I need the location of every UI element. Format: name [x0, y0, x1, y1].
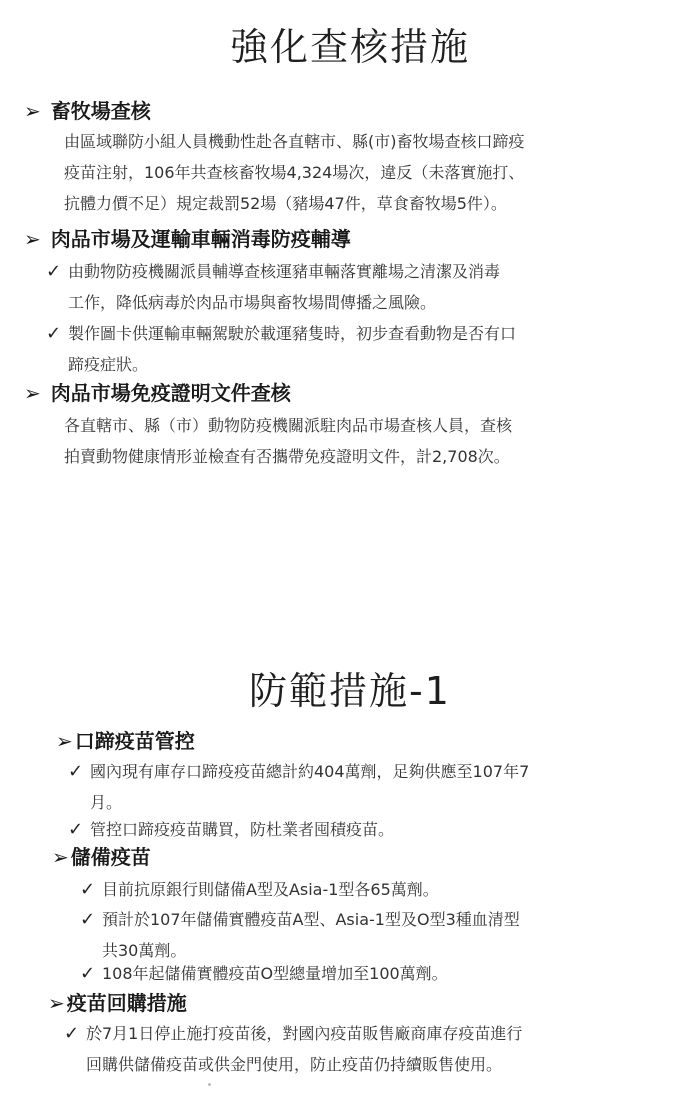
- reserve-vaccine-bullet-2: ✓ 預計於107年儲備實體疫苗A型、Asia-1型及O型3種血清型 共30萬劑。: [102, 904, 520, 966]
- checkmark-icon: ✓: [46, 261, 62, 282]
- scan-speck: [208, 1083, 211, 1086]
- arrow-marker-icon: ➢: [24, 99, 41, 123]
- vaccine-control-bullet-2: ✓ 管控口蹄疫疫苗購買，防杜業者囤積疫苗。: [90, 814, 394, 845]
- checkmark-icon: ✓: [64, 1023, 80, 1044]
- arrow-marker-icon: ➢: [52, 845, 69, 869]
- checkmark-icon: ✓: [68, 819, 84, 840]
- section1-title: 強化查核措施: [229, 25, 470, 69]
- heading-text: 肉品市場免疫證明文件查核: [50, 381, 291, 405]
- market-transport-bullet-2: ✓ 製作圖卡供運輸車輛駕駛於載運豬隻時，初步查看動物是否有口 蹄疫症狀。: [68, 318, 516, 380]
- heading-market-transport: [24, 226, 351, 252]
- heading-text: 口蹄疫苗管控: [74, 729, 195, 753]
- checkmark-icon: ✓: [46, 323, 62, 344]
- heading-vaccine-control: [56, 728, 195, 754]
- heading-vaccine-buyback: [48, 990, 187, 1016]
- arrow-marker-icon: ➢: [56, 729, 73, 753]
- heading-farm-inspection: [24, 98, 151, 124]
- checkmark-icon: ✓: [68, 761, 84, 782]
- reserve-vaccine-bullet-3: ✓ 108年起儲備實體疫苗O型總量增加至100萬劑。: [102, 958, 448, 989]
- heading-market-certificate: [24, 380, 291, 406]
- arrow-marker-icon: ➢: [24, 227, 41, 251]
- heading-text: 儲備疫苗: [70, 845, 151, 869]
- checkmark-icon: ✓: [80, 879, 96, 900]
- market-transport-bullet-1: ✓ 由動物防疫機關派員輔導查核運豬車輛落實離場之清潔及消毒 工作，降低病毒於肉品市場與畜牧場間傳播之風險。: [68, 256, 500, 318]
- arrow-marker-icon: ➢: [48, 991, 65, 1015]
- checkmark-icon: ✓: [80, 909, 96, 930]
- heading-reserve-vaccine: [52, 844, 151, 870]
- heading-text: 肉品市場及運輸車輛消毒防疫輔導: [50, 227, 351, 251]
- market-certificate-paragraph: 各直轄市、縣（市）動物防疫機關派駐肉品市場查核人員，查核 拍賣動物健康情形並檢查有否攜帶免疫證明文件，計2,708次。: [64, 416, 513, 466]
- checkmark-icon: ✓: [80, 963, 96, 984]
- reserve-vaccine-bullet-1: ✓ 目前抗原銀行則儲備A型及Asia-1型各65萬劑。: [102, 874, 439, 905]
- farm-inspection-paragraph: 由區域聯防小組人員機動性赴各直轄市、縣(市)畜牧場查核口蹄疫 疫苗注射，106年共查核畜牧場4,324場次，違反（未落實施打、 抗體力價不足）規定裁罰52場（豬場47件，草食畜牧場5件）。: [64, 132, 525, 213]
- vaccine-buyback-bullet-1: ✓ 於7月1日停止施打疫苗後，對國內疫苗販售廠商庫存疫苗進行 回購供儲備疫苗或供金門使用，防止疫苗仍持續販售使用。: [86, 1018, 522, 1080]
- section2-title: 防範措施-1: [249, 669, 451, 713]
- arrow-marker-icon: ➢: [24, 381, 41, 405]
- heading-text: 疫苗回購措施: [66, 991, 187, 1015]
- heading-text: 畜牧場查核: [50, 99, 151, 123]
- vaccine-control-bullet-1: ✓ 國內現有庫存口蹄疫疫苗總計約404萬劑，足夠供應至107年7 月。: [90, 756, 529, 818]
